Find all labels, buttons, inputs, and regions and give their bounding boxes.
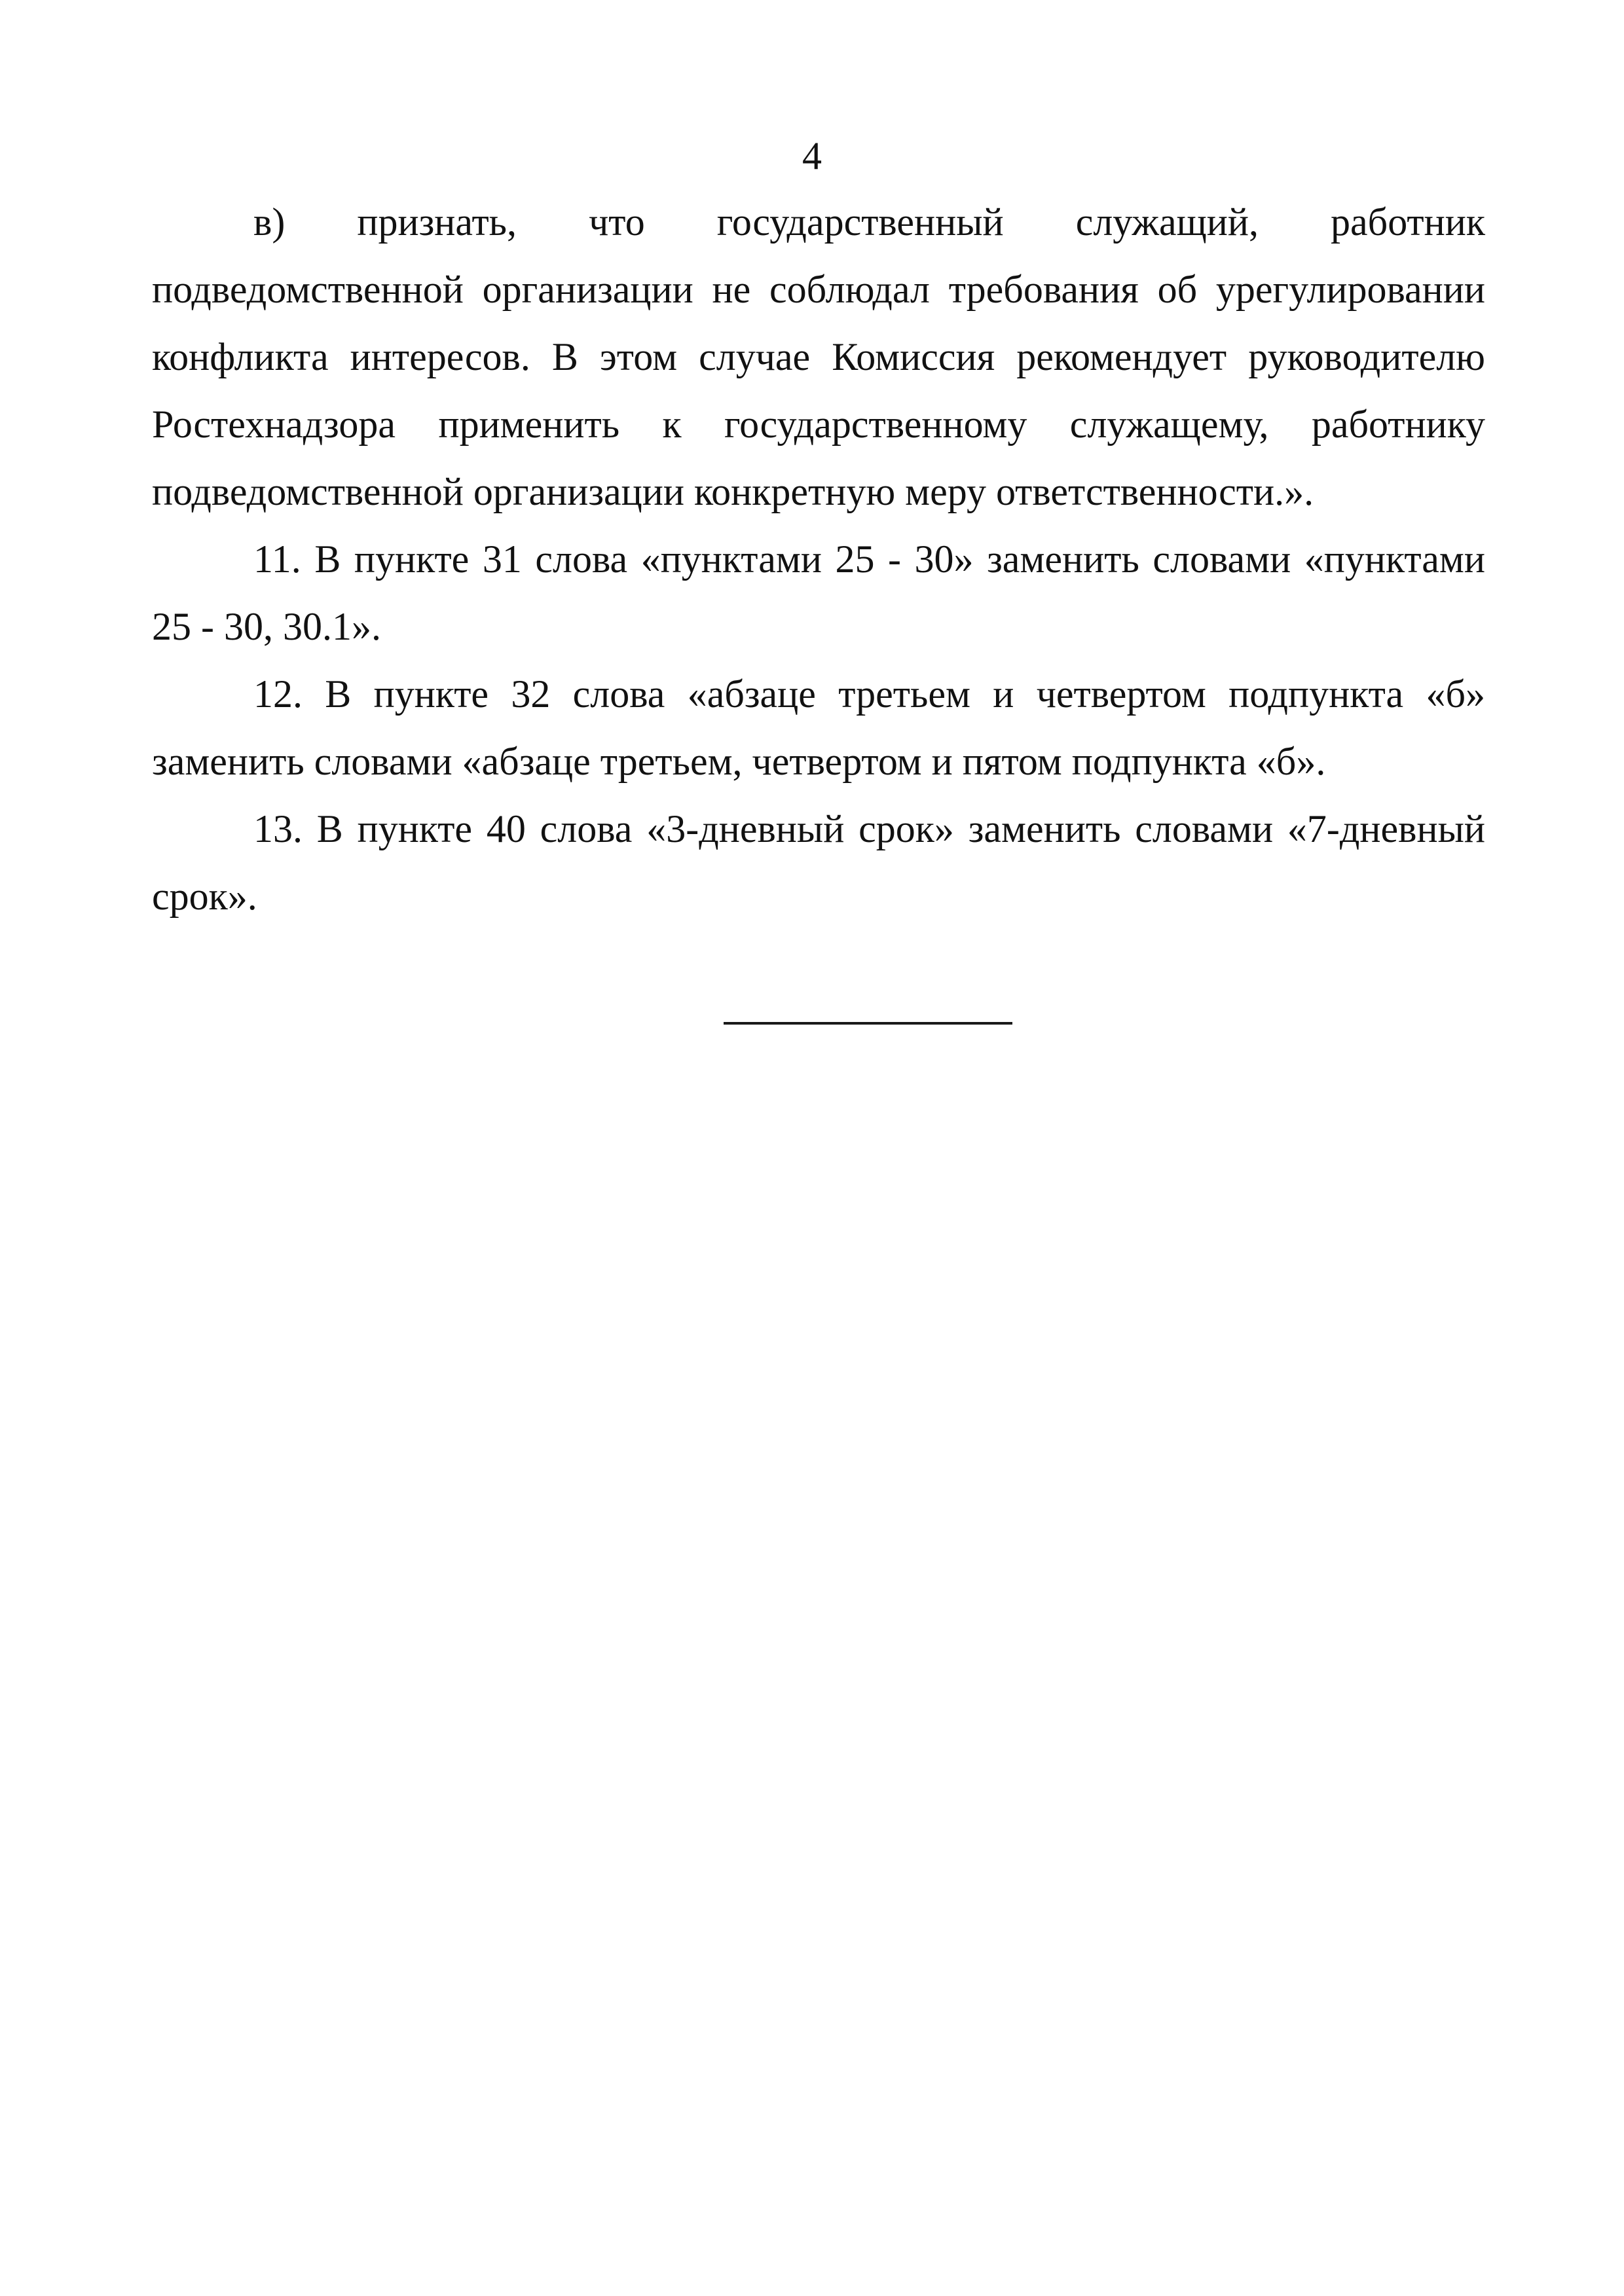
- page-number: 4: [802, 134, 822, 177]
- paragraph-item-13: 13. В пункте 40 слова «3-дневный срок» заменить словами «7-дневный срок».: [152, 807, 1485, 918]
- paragraph-item-12: 12. В пункте 32 слова «абзаце третьем и четвертом подпункта «б» заменить словами «абзаце третьем, четвертом и пятом подпункта «б».: [152, 672, 1485, 783]
- paragraph-item-11: 11. В пункте 31 слова «пунктами 25 - 30» заменить словами «пунктами 25 - 30, 30.1».: [152, 538, 1485, 648]
- end-of-document-rule: [724, 1022, 1012, 1025]
- document-body: [152, 189, 1485, 930]
- paragraph-conflict-of-interest: в) признать, что государственный служащий, работник подведомственной организации не соблюдал требования об урегулировании конфликта интересов. В этом случае Комиссия рекомендует руководителю Ростехнадзора применить к государственному служащему, работнику подведомственной организации конкретную меру ответственности.».: [152, 200, 1485, 513]
